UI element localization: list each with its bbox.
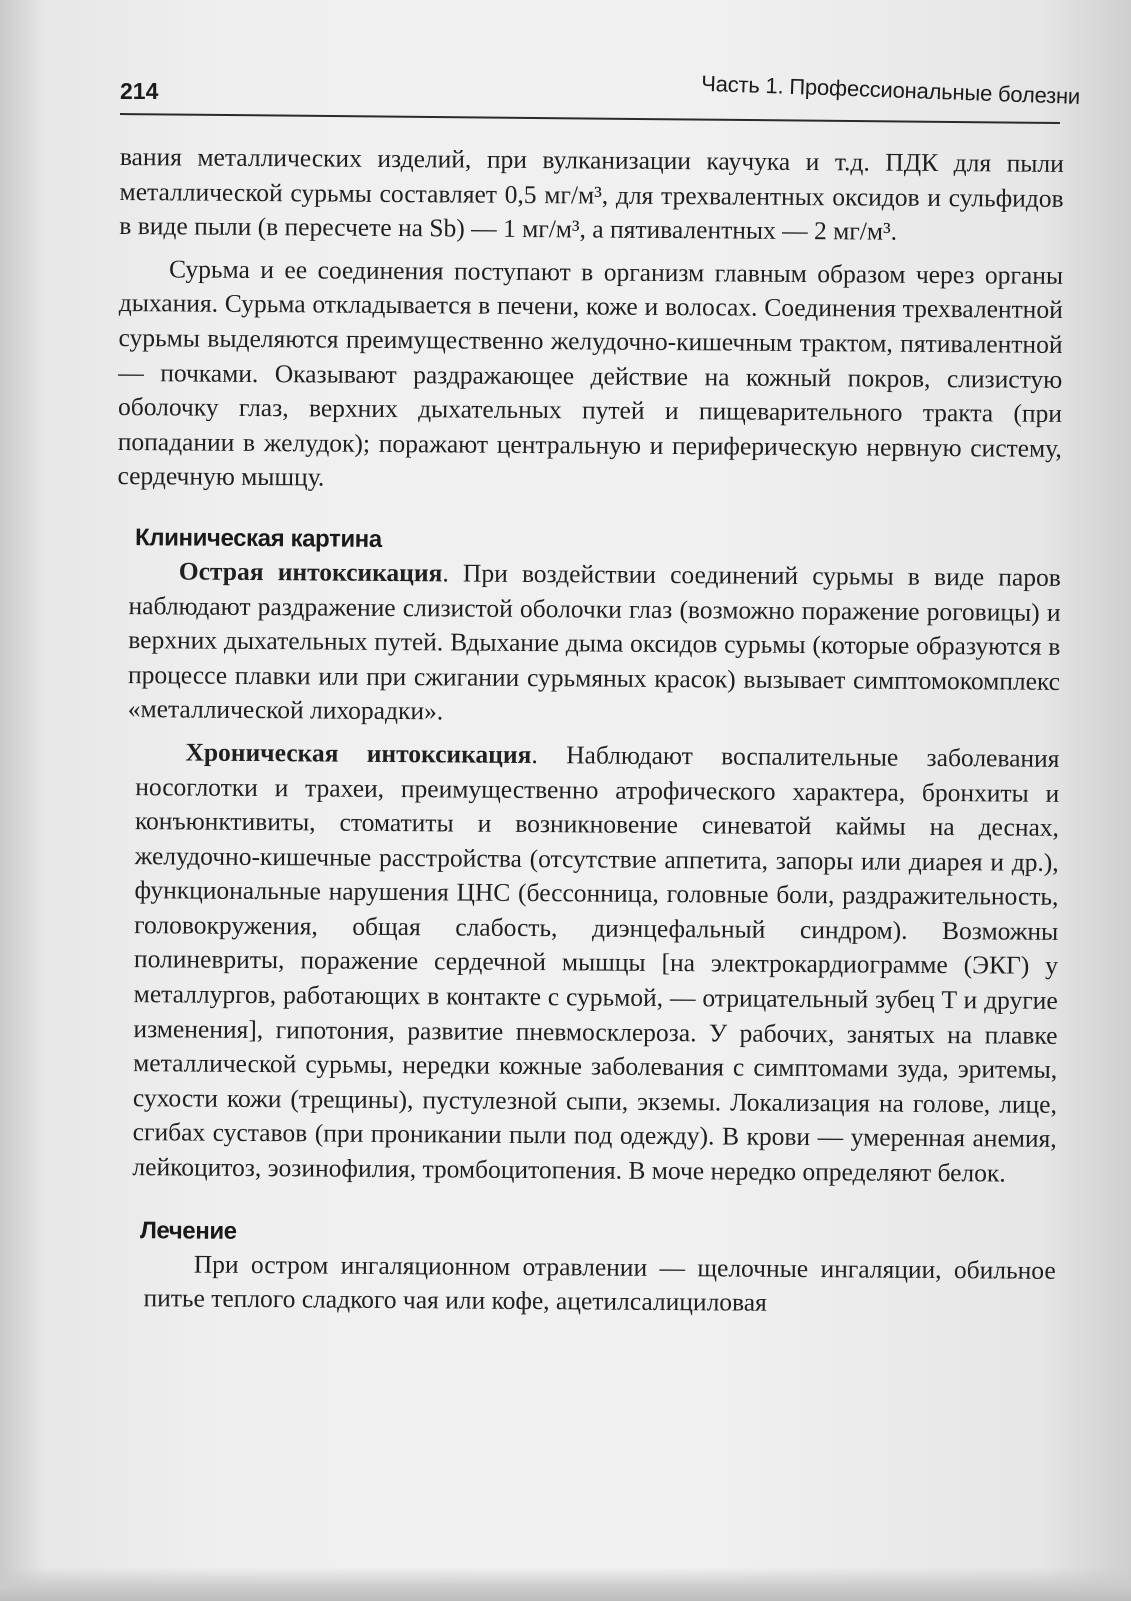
- lead-chronic: Хроническая интоксикация: [185, 737, 532, 769]
- page-header: [120, 70, 1081, 120]
- page-bottom-shadow: [0, 1567, 1131, 1601]
- paragraph-absorption: Сурьма и ее соединения поступают в организм главным образом через органы дыхания. Сурьма откладывается в печени, коже и волосах. Соединения трехвалентной сурьмы выделяются преимущественно желудочно-кишечным трактом, пятивалентной — почками. Оказывают раздражающее действие на кожный покров, слизистую оболочку глаз, верхних дыхательных путей и пищеварительного тракта (при попадании в желудок); поражают центральную и периферическую нервную систему, сердечную мышцу.: [117, 254, 1064, 492]
- paragraph-treatment: При остром ингаляционном отравлении — щелочные ингаляции, обильное питье теплого сладкого чая или кофе, ацетилсалициловая: [143, 1249, 1056, 1317]
- chronic-text: . Наблюдают воспалительные заболевания носоглотки и трахеи, преимущественно атрофического характера, бронхиты и конъюнктивиты, стоматиты и возникновение синеватой каймы на деснах, желудочно-кишечные расстройства (отсутствие аппетита, запоры или диарея и др.), функциональные нарушения ЦНС (бессонница, головные боли, раздражительность, головокружения, общая слабость, диэнцефальный синдром). Возможны полиневриты, поражение сердечной мышцы [на электрокардиограмме (ЭКГ) у металлургов, работающих в контакте с сурьмой, — отрицательный зубец T и другие изменения], гипотония, развитие пневмосклероза. У рабочих, занятых на плавке металлической сурьмы, нередки кожные заболевания с симптомами зуда, эритемы, сухости кожи (трещины), пустулезной сыпи, экземы. Локализация на голове, лице, сгибах суставов (при проникании пыли под одежду). В крови — умеренная анемия, лейкоцитоз, эозинофилия, тромбоцитопения. В моче нередко определяют белок.: [132, 739, 1060, 1188]
- paragraph-continuation: вания металлических изделий, при вулканизации каучука и т.д. ПДК для пыли металлической сурьмы составляет 0,5 мг/м³, для трехвалентных оксидов и сульфидов в виде пыли (в пересчете на Sb) — 1 мг/м³, а пятивалентных — 2 мг/м³.: [119, 141, 1064, 246]
- running-head: Часть 1. Профессиональные болезни: [700, 70, 1081, 109]
- heading-treatment: Лечение: [139, 1216, 237, 1245]
- acute-text: . При воздействии соединений сурьмы в виде паров наблюдают раздражение слизистой оболочки глаз (возможно поражение роговицы) и верхних дыхательных путей. Вдыхание дыма оксидов сурьмы (которые образуются в процессе плавки или при сжигании сурьмяных красок) вызывает симптомокомплекс «металлической лихорадки».: [127, 558, 1061, 726]
- heading-clinical-picture: Клиническая картина: [134, 524, 382, 553]
- paragraph-acute-intoxication: [128, 554, 1061, 734]
- lead-acute: Острая интоксикация: [178, 556, 443, 588]
- paragraph-chronic-intoxication: [132, 735, 1059, 1191]
- body-text: [111, 140, 1064, 1323]
- page-number: 214: [120, 78, 159, 104]
